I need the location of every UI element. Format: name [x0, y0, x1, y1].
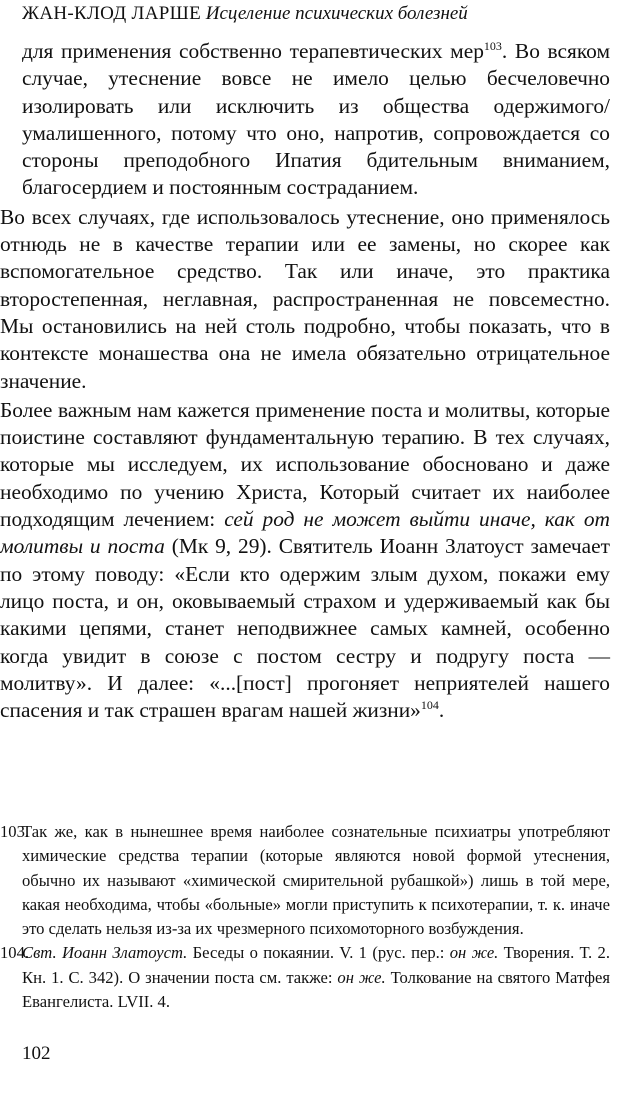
paragraph-1-text-cont: . Во всяком случае, утеснение вовсе не имело целью бесчеловечно изолировать или исключить из общества одержимого/умалишенного, потому что оно, напротив, сопровождается со стороны преподобного Ипатия бдительным вниманием, благосердием и постоянным состраданием.: [22, 39, 610, 200]
note-ref-104: 104: [420, 698, 439, 712]
footnote-text: [22, 941, 610, 1014]
gospel-quote: сей род не может выйти иначе, как от молитвы и поста: [0, 507, 610, 559]
footnote-text-b: Творения. Т. 2. Кн. 1. С. 342). О значении поста см. также:: [22, 943, 610, 987]
paragraph-2-text: Во всех случаях, где использовалось утеснение, оно применялось отнюдь не в качестве терапии или ее замены, но скорее как вспомогательное средство. Так или иначе, это практика второстепенная, неглавная, распространенная не повсеместно. Мы остановились на ней столь подробно, чтобы показать, что в контексте монашества она не имела обязательно отрицательное значение.: [0, 204, 610, 393]
footnotes: [0, 820, 610, 1014]
footnote-number: 104.: [0, 943, 30, 963]
running-head-title: Исцеление психических болезней: [205, 3, 468, 24]
paragraph-2: [0, 204, 610, 395]
footnote-ibid-2: он же.: [337, 967, 386, 987]
footnote-text-c: Толкование на святого Матфея Евангелиста. LVII. 4.: [22, 967, 610, 1012]
paragraph-3-text-b: (Мк 9, 29). Святитель Иоанн Златоуст замечает по этому поводу: «Если кто одержим злым духом, покажи ему лицо поста, и он, оковываемый страхом и удерживаемый как бы какими цепями, станет неподвижнее самых камней, особенно когда увидит в союзе с постом сестру и подругу поста — молитву». И далее: «...[пост] прогоняет неприятелей нашего спасения и так страшен врагам нашей жизни»: [0, 534, 610, 723]
note-ref-103: 103: [483, 38, 502, 53]
paragraph-1: [0, 38, 610, 202]
paragraph-3: [0, 397, 610, 725]
footnote-103: [0, 820, 610, 941]
body-text: [0, 38, 610, 724]
paragraph-3-text-c: .: [438, 698, 445, 723]
paragraph-3-text-a: Более важным нам кажется применение поста и молитвы, которые поистине составляют фундаментальную терапию. В тех случаях, которые мы исследуем, их использование обосновано и даже необходимо по учению Христа, Который считает их наиболее подходящим лечением:: [0, 397, 610, 532]
footnote-author: Свт. Иоанн Златоуст.: [22, 943, 188, 963]
footnote-104: [0, 941, 610, 1014]
paragraph-1-text: для применения собственно терапевтических мер: [22, 39, 484, 63]
page-number: 102: [22, 1043, 51, 1064]
footnote-text-a: Беседы о покаянии. V. 1 (рус. пер.:: [187, 943, 450, 963]
footnote-ibid-1: он же.: [449, 943, 499, 963]
footnote-number: 103.: [0, 822, 30, 841]
footnote-text: Так же, как в нынешнее время наиболее сознательные психиатры употребляют химические средства терапии (которые являются новой формой утеснения, обычно их называют «химической смирительной рубашкой») лишь в той мере, какая необходима, чтобы «больные» могли приступить к психотерапии, т. к. иначе это сделать нельзя из-за их чрезмерного психомоторного возбуждения.: [22, 822, 610, 939]
running-head: [22, 2, 612, 26]
running-head-author: ЖАН-КЛОД ЛАРШЕ: [22, 3, 201, 24]
